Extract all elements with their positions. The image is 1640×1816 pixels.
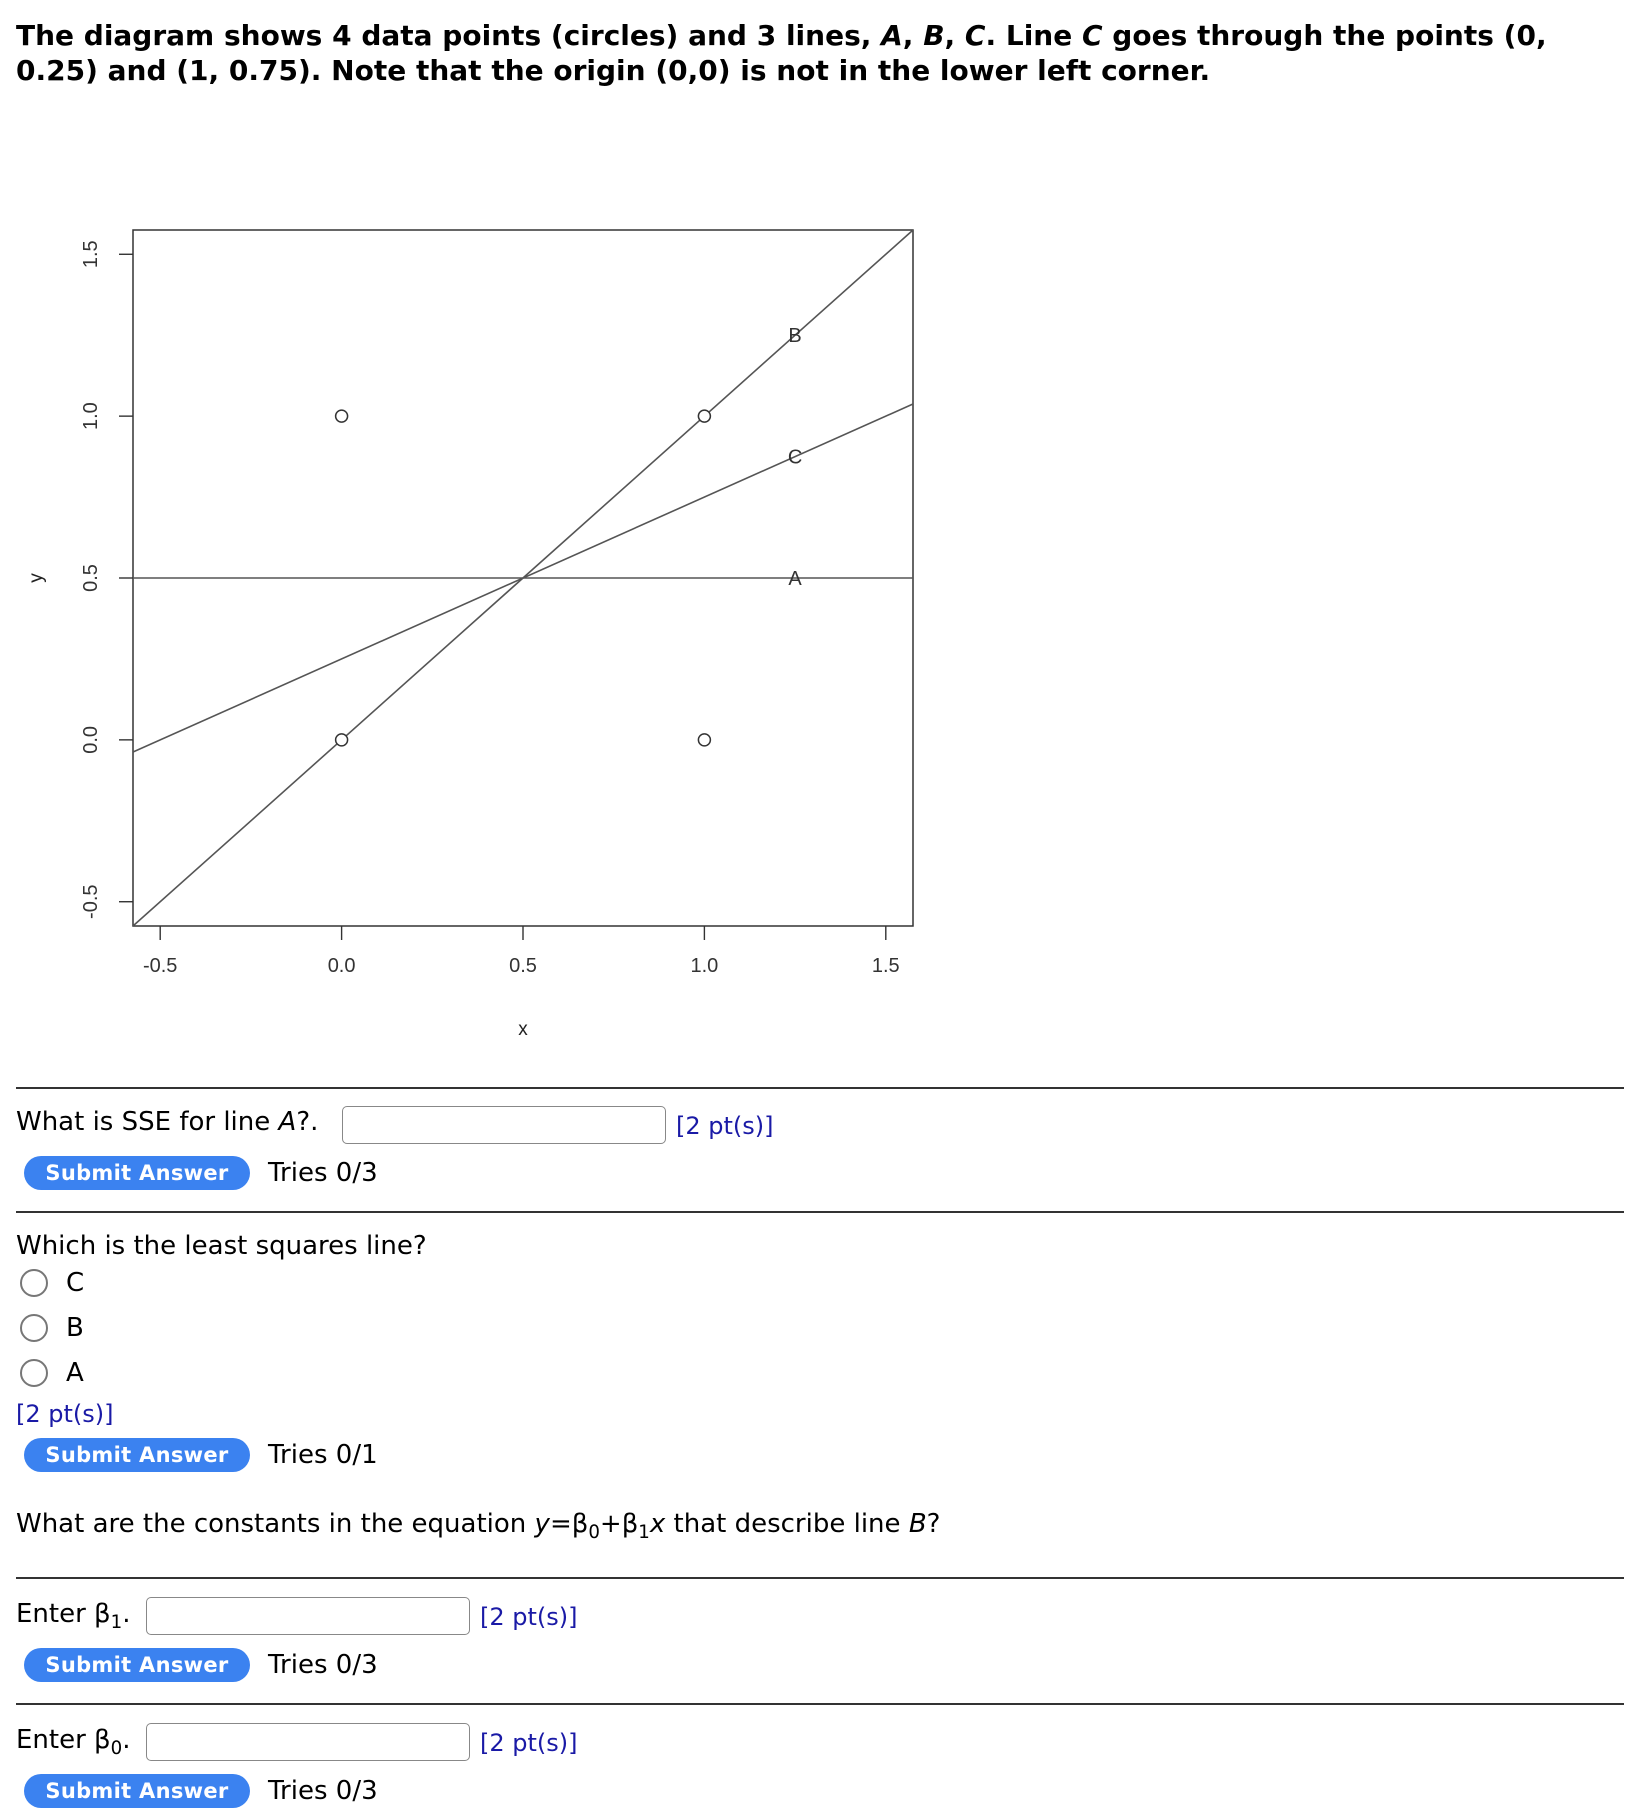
q3-eq: =β bbox=[549, 1509, 589, 1539]
scatter-plot bbox=[0, 200, 940, 1040]
x-tick-label: 1.0 bbox=[690, 955, 719, 977]
beta1-label bbox=[16, 1598, 131, 1639]
line-labels bbox=[788, 325, 803, 590]
q3-text: What are the constants in the equation bbox=[16, 1509, 535, 1539]
beta1-label-text: Enter β bbox=[16, 1599, 111, 1629]
x-tick-label: 1.5 bbox=[871, 955, 900, 977]
beta1-submit-button[interactable]: Submit Answer bbox=[24, 1648, 250, 1682]
line-label-a: A bbox=[788, 568, 802, 590]
divider bbox=[16, 1703, 1624, 1705]
line-label-c: C bbox=[787, 446, 803, 469]
beta1-sub: 1 bbox=[110, 1612, 123, 1634]
q1-points: [2 pt(s)] bbox=[676, 1112, 774, 1140]
option-c[interactable] bbox=[20, 1265, 84, 1301]
data-point bbox=[336, 734, 348, 746]
intro-sep: , bbox=[944, 19, 965, 52]
intro-line-c: C bbox=[964, 19, 986, 52]
intro-sep: , bbox=[902, 19, 924, 52]
option-label: B bbox=[66, 1313, 84, 1343]
q1-text: What is SSE for line bbox=[16, 1107, 279, 1137]
q1-suffix: ?. bbox=[296, 1107, 319, 1137]
radio-a[interactable] bbox=[20, 1359, 48, 1387]
beta0-label-text: Enter β bbox=[16, 1725, 111, 1755]
q3-eq-sub0: 0 bbox=[588, 1522, 600, 1544]
x-tick-label: -0.5 bbox=[142, 955, 178, 977]
radio-b[interactable] bbox=[20, 1314, 48, 1342]
beta0-dot: . bbox=[122, 1725, 131, 1755]
q3-eq: +β bbox=[599, 1509, 639, 1539]
intro-line-c: C bbox=[1081, 19, 1103, 52]
q5-points: [2 pt(s)] bbox=[480, 1729, 578, 1757]
intro-text: The diagram shows 4 data points (circles) and 3 lines, bbox=[16, 19, 882, 52]
q3-text: ? bbox=[926, 1509, 941, 1539]
intro-text: goes through the points (0, 0.25) and (1, 0.75). Note that the origin (0,0) is not in the lower left corner. bbox=[16, 19, 1547, 87]
x-tick-label: 0.5 bbox=[509, 955, 537, 977]
divider bbox=[16, 1577, 1624, 1579]
beta0-input[interactable] bbox=[146, 1723, 470, 1761]
y-axis-label: y bbox=[26, 573, 47, 583]
q3-prompt bbox=[16, 1508, 940, 1549]
y-tick-label: 1.0 bbox=[80, 402, 102, 431]
sse-line-a-input[interactable] bbox=[342, 1106, 666, 1144]
data-point bbox=[698, 734, 710, 746]
data-point bbox=[336, 410, 348, 422]
q1-line: A bbox=[278, 1107, 297, 1137]
option-label: A bbox=[66, 1358, 84, 1388]
beta1-tries: Tries 0/3 bbox=[268, 1650, 378, 1680]
y-tick-label: -0.5 bbox=[80, 884, 102, 919]
intro-line-a: A bbox=[881, 19, 903, 52]
q3-eq-y: y bbox=[534, 1509, 550, 1539]
line-label-b: B bbox=[788, 325, 802, 348]
problem-statement bbox=[16, 18, 1616, 88]
q2-submit-button[interactable]: Submit Answer bbox=[24, 1438, 250, 1472]
x-axis-label: x bbox=[518, 1019, 528, 1040]
x-tick-label: 0.0 bbox=[327, 955, 356, 977]
beta0-tries: Tries 0/3 bbox=[268, 1776, 378, 1806]
option-label: C bbox=[66, 1268, 85, 1298]
q3-line: B bbox=[908, 1509, 927, 1539]
q2-prompt: Which is the least squares line? bbox=[16, 1231, 427, 1261]
beta0-submit-button[interactable]: Submit Answer bbox=[24, 1774, 250, 1808]
q3-text: that describe line bbox=[665, 1509, 909, 1539]
q1-prompt bbox=[16, 1106, 318, 1138]
y-tick-label: 0.5 bbox=[80, 564, 102, 592]
option-b[interactable] bbox=[20, 1310, 84, 1346]
divider bbox=[16, 1211, 1624, 1213]
beta0-sub: 0 bbox=[110, 1738, 123, 1760]
beta1-input[interactable] bbox=[146, 1597, 470, 1635]
beta0-label bbox=[16, 1724, 131, 1765]
q3-eq-sub1: 1 bbox=[638, 1522, 650, 1544]
q3-eq-x: x bbox=[649, 1509, 666, 1539]
q4-points: [2 pt(s)] bbox=[480, 1603, 578, 1631]
intro-text: . Line bbox=[985, 19, 1082, 52]
y-tick-label: 1.5 bbox=[80, 240, 102, 269]
q1-tries: Tries 0/3 bbox=[268, 1158, 378, 1188]
q1-submit-button[interactable]: Submit Answer bbox=[24, 1156, 250, 1190]
q2-tries: Tries 0/1 bbox=[268, 1440, 378, 1470]
radio-c[interactable] bbox=[20, 1269, 48, 1297]
data-point bbox=[698, 410, 710, 422]
divider bbox=[16, 1087, 1624, 1089]
y-tick-label: 0.0 bbox=[80, 725, 102, 754]
option-a[interactable] bbox=[20, 1355, 84, 1391]
intro-line-b: B bbox=[923, 19, 945, 52]
beta1-dot: . bbox=[122, 1599, 131, 1629]
q2-points: [2 pt(s)] bbox=[16, 1400, 114, 1428]
